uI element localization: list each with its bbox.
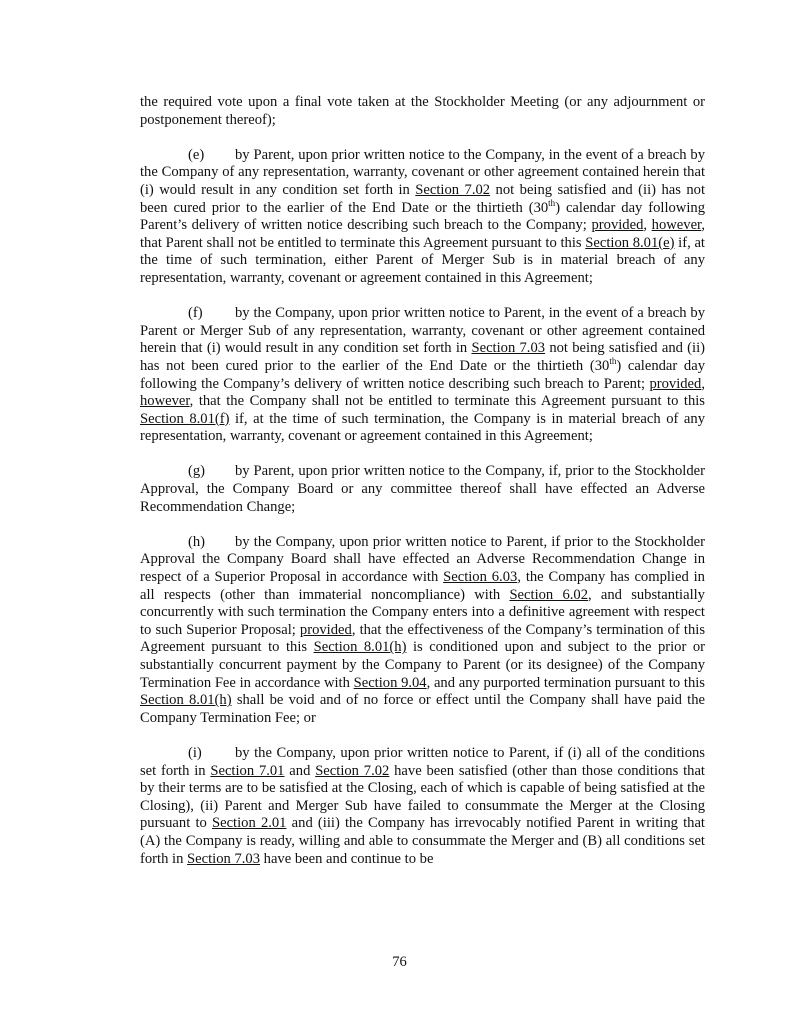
section-ref-7-02: Section 7.02 [315, 762, 390, 779]
clause-e-text: not being satisfied and (ii) has not been cured prior to the earlier of the End Date or the thirtieth (30 [140, 181, 705, 216]
page-number: 76 [392, 954, 407, 970]
clause-f-text: not being satisfied and (ii) has not been cured prior to the earlier of the End Date or the thirtieth (30 [140, 340, 706, 374]
clause-h-text: , and any purported termination pursuant to this [426, 674, 705, 691]
clause-h-text: , the Company has complied in all respects (other than immaterial noncompliance) with [140, 569, 705, 603]
clause-label-g: (g) [188, 463, 206, 480]
clause-label-f: (f) [188, 305, 203, 322]
clause-f-text: by the Company, upon prior written notice to Parent, in the event of a breach by Parent or Merger Sub of any representation, warranty, covenant or other agreement contained herein that (i) would result in any condition set forth in [140, 305, 705, 357]
section-ref-8-01-h: Section 8.01(h) [140, 692, 232, 709]
provided-term: provided [299, 621, 352, 638]
paragraph-f [140, 305, 705, 446]
clause-h-text: , and substantially concurrently with such termination the Company enters into a definitive agreement with respect to such Superior Proposal; [140, 586, 705, 638]
superscript-th: th [609, 356, 617, 367]
section-ref-6-02: Section 6.02 [509, 586, 588, 603]
provided-term: provided [649, 375, 702, 392]
paragraph-intro [140, 94, 705, 129]
section-ref-2-01: Section 2.01 [211, 815, 287, 832]
clause-label-i: (i) [188, 744, 202, 761]
clause-f-text: ) calendar day following the Company’s delivery of written notice describing such breach to Parent; [140, 357, 705, 392]
section-ref-8-01-f: Section 8.01(f) [140, 410, 230, 427]
section-ref-7-03: Section 7.03 [471, 340, 546, 357]
clause-e-text: if, at the time of such termination, either Parent of Merger Sub is in material breach of any representation, warranty, covenant or agreement contained in this Agreement; [140, 234, 705, 286]
clause-i-text: and [284, 762, 316, 779]
clause-i-text: have been satisfied (other than those conditions that by their terms are to be satisfied at the Closing, each of which is capable of being satisfied at the Closing), (ii) Parent and Merger Sub have failed to consummate the Merger at the Closing pursuant to [140, 762, 705, 832]
superscript-th: th [548, 197, 556, 208]
section-ref-7-01: Section 7.01 [210, 762, 285, 779]
section-ref-8-01-h: Section 8.01(h) [313, 639, 407, 656]
clause-e-text: ) calendar day following Parent’s delivery of written notice describing such breach to the Company; [140, 199, 705, 234]
paragraph-i [140, 745, 705, 868]
clause-e-text: , [643, 217, 652, 234]
clause-i-text: have been and continue to be [260, 850, 434, 867]
section-ref-9-04: Section 9.04 [353, 674, 427, 691]
paragraph-h [140, 534, 705, 728]
section-ref-6-03: Section 6.03 [443, 569, 518, 586]
clause-g-text: by Parent, upon prior written notice to the Company, if, prior to the Stockholder Approval, the Company Board or any committee thereof shall have effected an Adverse Recommendation Change; [140, 463, 705, 515]
section-ref-7-03: Section 7.03 [187, 850, 260, 867]
however-term: however [651, 217, 702, 234]
intro-text: the required vote upon a final vote taken at the Stockholder Meeting (or any adjournment or postponement thereof); [140, 94, 705, 128]
clause-e-text: , that Parent shall not be entitled to terminate this Agreement pursuant to this [140, 217, 705, 251]
clause-f-text: , [701, 375, 705, 392]
clause-i-text: by the Company, upon prior written notice to Parent, if (i) all of the conditions set forth in [140, 744, 705, 779]
provided-term: provided [591, 217, 644, 234]
document-page [140, 94, 705, 868]
clause-h-text: is conditioned upon and subject to the prior or substantially concurrent payment by the Company to Parent (or its designee) of the Company Termination Fee in accordance with [140, 639, 705, 691]
however-term: however [140, 393, 190, 410]
clause-h-text: by the Company, upon prior written notice to Parent, if prior to the Stockholder Approval the Company Board shall have effected an Adverse Recommendation Change in respect of a Superior Proposal in accordance with [140, 533, 705, 586]
clause-label-h: (h) [188, 533, 206, 550]
clause-h-text: shall be void and of no force or effect until the Company shall have paid the Company Termination Fee; or [140, 692, 706, 726]
clause-e-text: by Parent, upon prior written notice to the Company, in the event of a breach by the Company of any representation, warranty, covenant or other agreement contained herein that (i) would result in any condition set forth in [140, 146, 705, 198]
section-ref-8-01-e: Section 8.01(e) [585, 234, 675, 251]
clause-f-text: , that the Company shall not be entitled to terminate this Agreement pursuant to this [189, 393, 705, 410]
clause-i-text: and (iii) the Company has irrevocably notified Parent in writing that (A) the Company is ready, willing and able to consummate the Merger and (B) all conditions set forth in [140, 815, 705, 867]
clause-h-text: , that the effectiveness of the Company’s termination of this Agreement pursuant to this [140, 621, 706, 656]
clause-label-e: (e) [188, 146, 205, 163]
clause-f-text: if, at the time of such termination, the Company is in material breach of any representation, warranty, covenant or agreement contained in this Agreement; [140, 410, 705, 445]
paragraph-g [140, 463, 705, 516]
section-ref-7-02: Section 7.02 [415, 181, 491, 198]
paragraph-e [140, 147, 705, 288]
